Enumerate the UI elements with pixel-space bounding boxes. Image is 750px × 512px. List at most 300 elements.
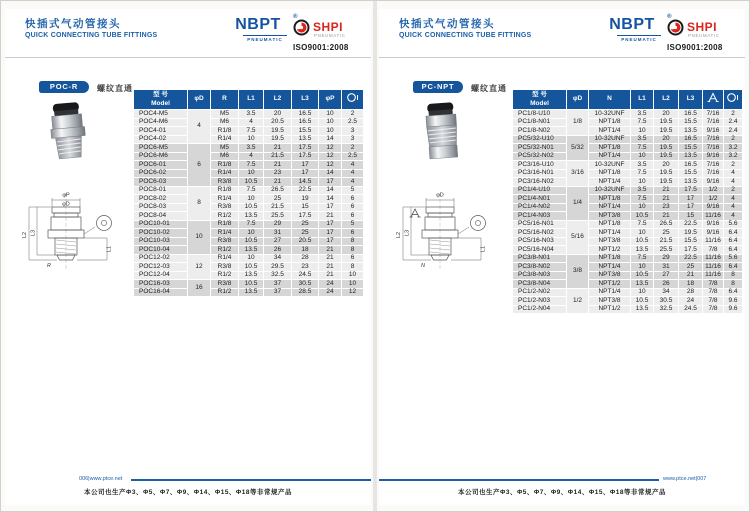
value-cell: R3/8 xyxy=(211,280,239,289)
value-cell: 29.5 xyxy=(264,263,292,272)
value-cell: 6.4 xyxy=(724,229,743,238)
value-cell: 25.5 xyxy=(654,246,679,255)
value-cell: 10-32UNF xyxy=(589,110,631,119)
diameter-cell: 1/2 xyxy=(567,288,589,314)
value-cell: 7/8 xyxy=(703,305,724,314)
table-row xyxy=(134,178,364,187)
value-cell: 19.5 xyxy=(679,229,703,238)
value-cell: 7.5 xyxy=(631,169,654,178)
value-cell: 9/16 xyxy=(703,220,724,229)
header-divider xyxy=(379,57,745,58)
shpi-subtitle: PNEUMATIC xyxy=(314,33,346,38)
value-cell: NPT1/2 xyxy=(589,280,631,289)
model-cell: PC5/16-N03 xyxy=(513,237,567,246)
table-row xyxy=(513,305,743,314)
model-cell: POC10-02 xyxy=(134,229,188,238)
model-cell: POC6-M6 xyxy=(134,152,188,161)
value-cell: 24.5 xyxy=(292,271,319,280)
value-cell: 12 xyxy=(319,161,342,170)
value-cell: 18 xyxy=(679,280,703,289)
value-cell: 20 xyxy=(654,135,679,144)
model-cell: PC3/8-N03 xyxy=(513,271,567,280)
value-cell: 19.5 xyxy=(264,135,292,144)
value-cell: 12 xyxy=(319,152,342,161)
model-cell: PC5/32-U10 xyxy=(513,135,567,144)
table-row xyxy=(513,186,743,195)
diameter-cell: 5/16 xyxy=(567,220,589,254)
value-cell: 30.5 xyxy=(654,297,679,306)
value-cell: 6 xyxy=(342,195,364,204)
value-cell: 4 xyxy=(239,152,264,161)
table-row xyxy=(513,297,743,306)
value-cell: NPT1/4 xyxy=(589,288,631,297)
value-cell: 4 xyxy=(724,178,743,187)
nbpt-wordmark: NBPT ® xyxy=(609,14,672,33)
value-cell: 19.5 xyxy=(654,169,679,178)
shpi-wordmark: SHPI xyxy=(313,20,344,34)
table-row xyxy=(513,220,743,229)
value-cell: 7/16 xyxy=(703,110,724,119)
table-row xyxy=(513,135,743,144)
value-cell: 20.5 xyxy=(292,237,319,246)
value-cell: 19.5 xyxy=(654,127,679,136)
value-cell: 4 xyxy=(724,203,743,212)
table-row xyxy=(513,288,743,297)
value-cell: 10-32UNF xyxy=(589,161,631,170)
model-cell: PC1/2-N02 xyxy=(513,288,567,297)
table-row xyxy=(134,237,364,246)
table-row xyxy=(513,161,743,170)
model-cell: PC1/8-N01 xyxy=(513,118,567,127)
value-cell: 17 xyxy=(679,195,703,204)
diameter-cell: 12 xyxy=(188,254,211,280)
value-cell: 17 xyxy=(319,237,342,246)
value-cell: 10.5 xyxy=(239,263,264,272)
value-cell: 37 xyxy=(264,288,292,297)
value-cell: 12 xyxy=(319,144,342,153)
value-cell: 27 xyxy=(264,237,292,246)
diameter-cell: 4 xyxy=(188,110,211,144)
model-cell: POC8-02 xyxy=(134,195,188,204)
table-row xyxy=(134,271,364,280)
model-cell: PC5/16-N04 xyxy=(513,246,567,255)
table-row xyxy=(134,229,364,238)
value-cell: 17 xyxy=(319,229,342,238)
column-header xyxy=(703,90,724,110)
value-cell: 17 xyxy=(679,203,703,212)
value-cell: 15.5 xyxy=(679,169,703,178)
value-cell: 11/16 xyxy=(703,254,724,263)
value-cell: NPT3/8 xyxy=(589,237,631,246)
value-cell: 9/16 xyxy=(703,178,724,187)
value-cell: 5 xyxy=(342,186,364,195)
value-cell: 21 xyxy=(264,161,292,170)
value-cell: 7/8 xyxy=(703,246,724,255)
table-row xyxy=(513,212,743,221)
value-cell: 6 xyxy=(342,254,364,263)
table-row xyxy=(513,271,743,280)
table-row xyxy=(513,169,743,178)
value-cell: NPT1/8 xyxy=(589,254,631,263)
table-row xyxy=(513,144,743,153)
value-cell: 22.5 xyxy=(292,186,319,195)
value-cell: NPT1/2 xyxy=(589,305,631,314)
shpi-wordmark: SHPI xyxy=(687,20,718,34)
table-row xyxy=(134,263,364,272)
value-cell: 14 xyxy=(319,169,342,178)
technical-drawing xyxy=(17,189,121,299)
value-cell: 6.4 xyxy=(724,246,743,255)
model-cell: POC8-03 xyxy=(134,203,188,212)
value-cell: 2 xyxy=(724,110,743,119)
value-cell: 2.5 xyxy=(342,152,364,161)
value-cell: 37 xyxy=(264,280,292,289)
table-row xyxy=(513,118,743,127)
model-cell: POC6-02 xyxy=(134,169,188,178)
value-cell: 10 xyxy=(631,152,654,161)
value-cell: 3.5 xyxy=(239,144,264,153)
diameter-cell: 10 xyxy=(188,220,211,254)
dim-label: L2 xyxy=(22,231,28,239)
spec-table xyxy=(133,89,364,297)
page-number: 006|www.ptce.net xyxy=(79,476,123,482)
column-header: N xyxy=(589,90,631,110)
value-cell: 3.5 xyxy=(631,135,654,144)
value-cell: 1/2 xyxy=(703,195,724,204)
diameter-cell: 16 xyxy=(188,280,211,297)
page-number: www.ptce.net|007 xyxy=(663,476,707,482)
value-cell: 14 xyxy=(319,186,342,195)
value-cell: 16.5 xyxy=(292,110,319,119)
value-cell: 17.5 xyxy=(292,212,319,221)
shpi-swirl-icon xyxy=(293,19,310,41)
value-cell: 27 xyxy=(654,271,679,280)
value-cell: R3/8 xyxy=(211,237,239,246)
value-cell: 10 xyxy=(631,178,654,187)
value-cell: 2.5 xyxy=(342,118,364,127)
value-cell: 21 xyxy=(319,271,342,280)
value-cell: 3.5 xyxy=(631,161,654,170)
diameter-cell: 8 xyxy=(188,186,211,220)
table-row xyxy=(513,254,743,263)
model-cell: POC12-04 xyxy=(134,271,188,280)
value-cell: 9/16 xyxy=(703,229,724,238)
model-cell: POC4-M6 xyxy=(134,118,188,127)
value-cell: 4 xyxy=(724,195,743,204)
thread-label: R xyxy=(47,263,51,269)
value-cell: 19.5 xyxy=(264,127,292,136)
value-cell: 4 xyxy=(342,169,364,178)
model-cell: PC1/2-N04 xyxy=(513,305,567,314)
model-cell: PC3/16-U10 xyxy=(513,161,567,170)
spec-table xyxy=(512,89,743,314)
table-row xyxy=(513,152,743,161)
section-pill: PC-NPT xyxy=(413,81,463,93)
column-header: L1 xyxy=(631,90,654,110)
dim-label: L3 xyxy=(30,229,37,237)
model-cell: PC3/8-N02 xyxy=(513,263,567,272)
value-cell: 10 xyxy=(631,203,654,212)
column-header: φP xyxy=(319,90,342,110)
table-row xyxy=(134,220,364,229)
model-cell: POC8-04 xyxy=(134,212,188,221)
nbpt-wordmark: NBPT ® xyxy=(235,14,298,33)
value-cell: 9.6 xyxy=(724,305,743,314)
value-cell: 7.5 xyxy=(631,254,654,263)
value-cell: NPT1/4 xyxy=(589,229,631,238)
diameter-cell: 3/8 xyxy=(567,254,589,288)
value-cell: 7.5 xyxy=(239,220,264,229)
value-cell: 16.5 xyxy=(679,135,703,144)
model-cell: POC10-04 xyxy=(134,246,188,255)
value-cell: NPT3/8 xyxy=(589,212,631,221)
table-row xyxy=(513,195,743,204)
technical-drawing xyxy=(391,189,495,299)
dim-label: φD xyxy=(436,192,444,199)
value-cell: 21 xyxy=(319,254,342,263)
value-cell: 10.5 xyxy=(631,271,654,280)
value-cell: 21.5 xyxy=(264,203,292,212)
value-cell: 7/16 xyxy=(703,135,724,144)
value-cell: 25 xyxy=(292,229,319,238)
value-cell: 9/16 xyxy=(703,127,724,136)
value-cell: NPT1/8 xyxy=(589,169,631,178)
model-cell: PC3/16-N01 xyxy=(513,169,567,178)
value-cell: 20 xyxy=(654,161,679,170)
value-cell: 26.5 xyxy=(654,220,679,229)
value-cell: 11/16 xyxy=(703,212,724,221)
value-cell: 4 xyxy=(724,212,743,221)
value-cell: 2.4 xyxy=(724,127,743,136)
value-cell: 7.5 xyxy=(239,127,264,136)
value-cell: NPT1/4 xyxy=(589,127,631,136)
table-row xyxy=(513,263,743,272)
value-cell: 3.5 xyxy=(631,186,654,195)
value-cell: 34 xyxy=(654,288,679,297)
nbpt-logo xyxy=(599,14,672,42)
value-cell: 9/16 xyxy=(703,203,724,212)
model-cell: POC4-M5 xyxy=(134,110,188,119)
value-cell: 13.5 xyxy=(292,135,319,144)
value-cell: 21.5 xyxy=(264,152,292,161)
table-row xyxy=(134,135,364,144)
page-title-cn: 快插式气动管接头 xyxy=(399,18,495,30)
value-cell: 18 xyxy=(292,246,319,255)
hex-socket-icon xyxy=(346,92,360,103)
value-cell: 6.4 xyxy=(724,237,743,246)
value-cell: 10 xyxy=(239,169,264,178)
thread-label: N xyxy=(421,263,425,269)
value-cell: 31 xyxy=(654,263,679,272)
value-cell: 10.5 xyxy=(631,237,654,246)
value-cell: 15.5 xyxy=(679,237,703,246)
model-cell: PC3/8-N01 xyxy=(513,254,567,263)
header-divider xyxy=(5,57,371,58)
table-row xyxy=(134,246,364,255)
table-row xyxy=(513,237,743,246)
value-cell: 7/16 xyxy=(703,118,724,127)
dim-label: L2 xyxy=(396,231,402,239)
iso-badge: ISO9001:2008 xyxy=(293,43,349,52)
value-cell: 28 xyxy=(679,288,703,297)
model-cell: PC5/32-N02 xyxy=(513,152,567,161)
registered-mark: ® xyxy=(293,14,298,20)
hex-socket-icon xyxy=(726,92,740,103)
value-cell: 6.4 xyxy=(724,263,743,272)
shpi-swirl-icon xyxy=(667,19,684,41)
value-cell: 10 xyxy=(319,110,342,119)
value-cell: 8 xyxy=(724,280,743,289)
value-cell: 28 xyxy=(292,254,319,263)
value-cell: R3/8 xyxy=(211,263,239,272)
value-cell: 21 xyxy=(679,271,703,280)
value-cell: 2 xyxy=(342,110,364,119)
table-row xyxy=(134,152,364,161)
value-cell: 21 xyxy=(654,195,679,204)
model-cell: PC5/16-N01 xyxy=(513,220,567,229)
value-cell: R1/8 xyxy=(211,161,239,170)
dim-label: φP xyxy=(62,192,70,199)
product-photo xyxy=(413,101,471,165)
value-cell: 25 xyxy=(654,229,679,238)
model-cell: POC8-01 xyxy=(134,186,188,195)
nbpt-logo xyxy=(225,14,298,42)
value-cell: R3/8 xyxy=(211,178,239,187)
value-cell: 15 xyxy=(679,212,703,221)
value-cell: M5 xyxy=(211,110,239,119)
value-cell: 17.5 xyxy=(292,152,319,161)
value-cell: 24 xyxy=(679,297,703,306)
value-cell: 3.2 xyxy=(724,144,743,153)
value-cell: NPT3/8 xyxy=(589,297,631,306)
table-row xyxy=(134,118,364,127)
model-cell: PC1/4-N02 xyxy=(513,203,567,212)
value-cell: 10 xyxy=(342,280,364,289)
table-row xyxy=(134,288,364,297)
value-cell: 31 xyxy=(264,229,292,238)
value-cell: 16.5 xyxy=(679,161,703,170)
value-cell: 2 xyxy=(724,135,743,144)
page-left xyxy=(5,9,371,505)
model-cell: PC5/16-N02 xyxy=(513,229,567,238)
value-cell: 5.6 xyxy=(724,254,743,263)
value-cell: 17 xyxy=(319,203,342,212)
column-header: L1 xyxy=(239,90,264,110)
model-cell: POC6-01 xyxy=(134,161,188,170)
value-cell: 4 xyxy=(342,161,364,170)
value-cell: 9.6 xyxy=(724,297,743,306)
model-cell: POC4-01 xyxy=(134,127,188,136)
model-cell: PC3/16-N02 xyxy=(513,178,567,187)
value-cell: 22.5 xyxy=(679,254,703,263)
value-cell: 10 xyxy=(239,229,264,238)
wrench-size-icon xyxy=(707,92,719,103)
value-cell: 10.5 xyxy=(239,237,264,246)
dim-label: φD xyxy=(62,201,70,208)
value-cell: 20.5 xyxy=(264,118,292,127)
diameter-cell: 5/32 xyxy=(567,135,589,161)
footer-note: 本公司也生产Φ3、Φ5、Φ7、Φ9、Φ14、Φ15、Φ18等非常规产品 xyxy=(458,489,666,496)
value-cell: 32.5 xyxy=(264,271,292,280)
value-cell: 10 xyxy=(319,127,342,136)
model-cell: POC12-03 xyxy=(134,263,188,272)
value-cell: 32.5 xyxy=(654,305,679,314)
value-cell: R1/4 xyxy=(211,254,239,263)
value-cell: 26 xyxy=(654,280,679,289)
value-cell: 22.5 xyxy=(679,220,703,229)
table-row xyxy=(134,144,364,153)
value-cell: R1/8 xyxy=(211,220,239,229)
value-cell: 10.5 xyxy=(631,212,654,221)
value-cell: 13.5 xyxy=(631,246,654,255)
value-cell: 4 xyxy=(342,178,364,187)
value-cell: R3/8 xyxy=(211,203,239,212)
table-row xyxy=(134,212,364,221)
table-row xyxy=(513,229,743,238)
model-cell: PC1/4-N03 xyxy=(513,212,567,221)
column-header: φD xyxy=(188,90,211,110)
table-header-row xyxy=(513,90,743,110)
table-row xyxy=(513,203,743,212)
value-cell: 13.5 xyxy=(679,127,703,136)
value-cell: 5 xyxy=(342,220,364,229)
footer-note: 本公司也生产Φ3、Φ5、Φ7、Φ9、Φ14、Φ15、Φ18等非常规产品 xyxy=(84,489,292,496)
value-cell: 8 xyxy=(342,246,364,255)
dim-label: L1 xyxy=(106,245,113,253)
table-row xyxy=(134,254,364,263)
value-cell: 14 xyxy=(319,135,342,144)
page-title-en: QUICK CONNECTING TUBE FITTINGS xyxy=(399,32,532,39)
product-photo xyxy=(39,101,97,165)
model-cell: POC10-03 xyxy=(134,237,188,246)
value-cell: 7/8 xyxy=(703,280,724,289)
footer-rule xyxy=(131,479,371,481)
value-cell: M6 xyxy=(211,118,239,127)
value-cell: 21 xyxy=(319,212,342,221)
column-header xyxy=(342,90,364,110)
iso-badge: ISO9001:2008 xyxy=(667,43,723,52)
value-cell: 17.5 xyxy=(292,144,319,153)
value-cell: 21 xyxy=(654,212,679,221)
table-row xyxy=(134,169,364,178)
nbpt-subtitle: PNEUMATIC xyxy=(617,35,661,42)
value-cell: 16.5 xyxy=(292,118,319,127)
value-cell: 10 xyxy=(631,263,654,272)
value-cell: 14 xyxy=(319,195,342,204)
column-header: L3 xyxy=(292,90,319,110)
value-cell: 19.5 xyxy=(654,118,679,127)
table-row xyxy=(513,246,743,255)
table-row xyxy=(134,161,364,170)
model-cell: POC10-01 xyxy=(134,220,188,229)
value-cell: 14.5 xyxy=(292,178,319,187)
value-cell: 15.5 xyxy=(679,144,703,153)
value-cell: 10 xyxy=(631,288,654,297)
value-cell: 26.5 xyxy=(264,186,292,195)
value-cell: 12 xyxy=(342,288,364,297)
value-cell: 7.5 xyxy=(631,144,654,153)
model-cell: POC16-03 xyxy=(134,280,188,289)
page-title-cn: 快插式气动管接头 xyxy=(25,18,121,30)
table-row xyxy=(513,127,743,136)
value-cell: 10.5 xyxy=(631,297,654,306)
value-cell: 17 xyxy=(292,161,319,170)
column-header xyxy=(724,90,743,110)
table-row xyxy=(134,110,364,119)
model-cell: POC4-02 xyxy=(134,135,188,144)
value-cell: 15 xyxy=(292,203,319,212)
value-cell: 13.5 xyxy=(679,178,703,187)
